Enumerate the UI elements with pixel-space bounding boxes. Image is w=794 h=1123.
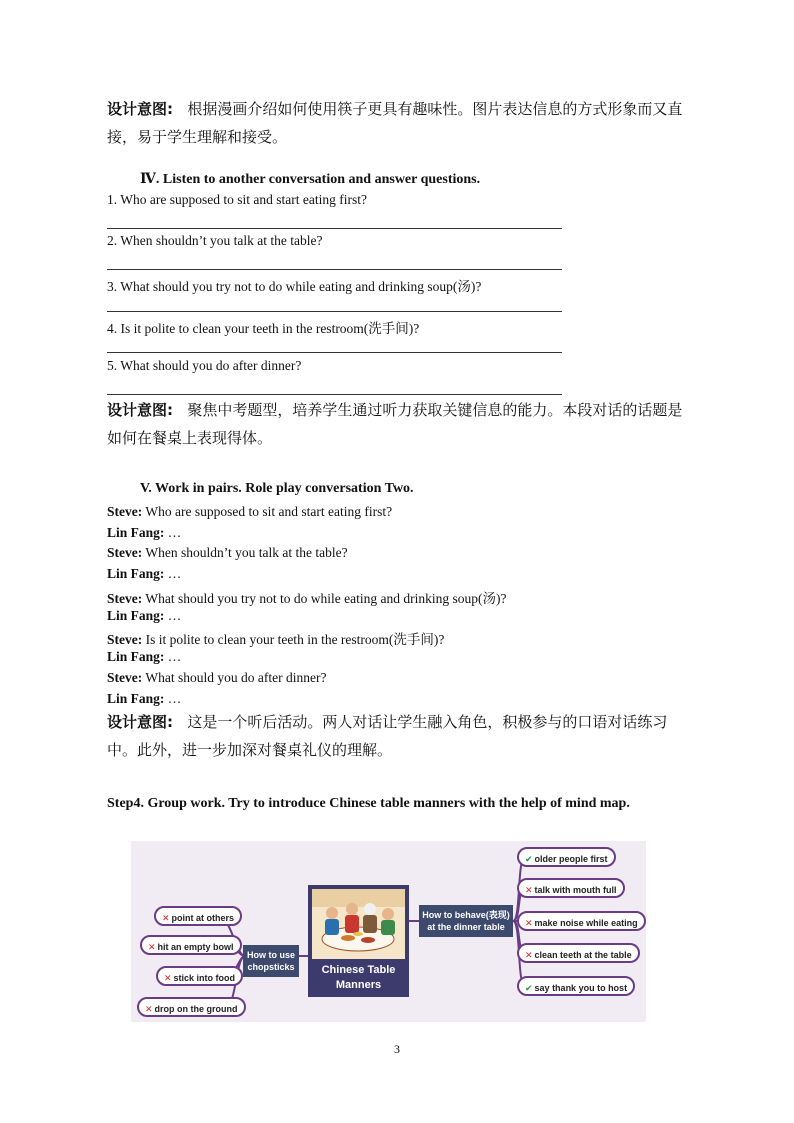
cross-icon: ✕ xyxy=(164,973,172,983)
question-4: 4. Is it polite to clean your teeth in the restroom(洗手间)? xyxy=(107,321,420,336)
dialogue-line: Steve: What should you do after dinner? xyxy=(107,670,327,685)
answer-line-4[interactable] xyxy=(107,352,562,353)
section-4-heading: Ⅳ. Listen to another conversation and answer questions. xyxy=(140,172,481,187)
mind-map-item: ✕ hit an empty bowl xyxy=(140,935,242,955)
dialogue-line: Steve: Who are supposed to sit and start eating first? xyxy=(107,504,393,519)
mind-map-item: ✕ point at others xyxy=(154,906,242,926)
design-intent-2 xyxy=(107,396,692,452)
design-intent-3 xyxy=(107,708,692,764)
cross-icon: ✕ xyxy=(162,913,170,923)
dialogue-line: Lin Fang: … xyxy=(107,525,182,540)
mind-map-item: ✕ drop on the ground xyxy=(137,997,246,1017)
dialogue-line: Lin Fang: … xyxy=(107,691,182,706)
center-node: Chinese Table Manners xyxy=(308,885,409,997)
answer-line-2[interactable] xyxy=(107,269,562,270)
intent-label: 设计意图: xyxy=(107,713,173,731)
mind-map-item: ✔ older people first xyxy=(517,847,616,867)
dialogue-line: Steve: Is it polite to clean your teeth in the restroom(洗手间)? xyxy=(107,632,445,647)
intent-text: 根据漫画介绍如何使用筷子更具有趣味性。图片表达信息的方式形象而又直接，易于学生理解和接受。 xyxy=(107,100,683,146)
mind-map xyxy=(131,841,646,1022)
question-3: 3. What should you try not to do while eating and drinking soup(汤)? xyxy=(107,279,482,294)
cross-icon: ✕ xyxy=(148,942,156,952)
mind-map-item: ✕ talk with mouth full xyxy=(517,878,625,898)
dialogue-line: Steve: What should you try not to do while eating and drinking soup(汤)? xyxy=(107,591,507,606)
cross-icon: ✕ xyxy=(525,950,533,960)
mind-map-item: ✕ clean teeth at the table xyxy=(517,943,640,963)
dialogue-line: Lin Fang: … xyxy=(107,608,182,623)
right-hub: How to behave(表现) at the dinner table xyxy=(419,905,513,937)
section-5-heading: V. Work in pairs. Role play conversation Two. xyxy=(140,481,414,496)
intent-text: 这是一个听后活动。两人对话让学生融入角色，积极参与的口语对话练习中。此外，进一步加深对餐桌礼仪的理解。 xyxy=(107,713,668,759)
answer-line-3[interactable] xyxy=(107,311,562,312)
family-dinner-illustration xyxy=(312,889,405,959)
mind-map-item: ✕ stick into food xyxy=(156,966,243,986)
answer-line-5[interactable] xyxy=(107,394,562,395)
cross-icon: ✕ xyxy=(525,918,533,928)
mind-map-item: ✔ say thank you to host xyxy=(517,976,635,996)
mind-map-item: ✕ make noise while eating xyxy=(517,911,646,931)
dialogue-line: Steve: When shouldn’t you talk at the table? xyxy=(107,545,348,560)
check-icon: ✔ xyxy=(525,854,533,864)
question-1: 1. Who are supposed to sit and start eating first? xyxy=(107,192,367,207)
answer-line-1[interactable] xyxy=(107,228,562,229)
question-2: 2. When shouldn’t you talk at the table? xyxy=(107,233,323,248)
check-icon: ✔ xyxy=(525,983,533,993)
design-intent-1 xyxy=(107,95,692,151)
intent-text: 聚焦中考题型，培养学生通过听力获取关键信息的能力。本段对话的话题是如何在餐桌上表现得体。 xyxy=(107,401,683,447)
intent-label: 设计意图: xyxy=(107,401,173,419)
intent-label: 设计意图: xyxy=(107,100,173,118)
question-5: 5. What should you do after dinner? xyxy=(107,358,302,373)
page-number: 3 xyxy=(394,1042,400,1056)
step-4-heading: Step4. Group work. Try to introduce Chinese table manners with the help of mind map. xyxy=(107,796,630,811)
cross-icon: ✕ xyxy=(145,1004,153,1014)
dialogue-line: Lin Fang: … xyxy=(107,649,182,664)
dialogue-line: Lin Fang: … xyxy=(107,566,182,581)
left-hub: How to use chopsticks xyxy=(243,945,299,977)
cross-icon: ✕ xyxy=(525,885,533,895)
